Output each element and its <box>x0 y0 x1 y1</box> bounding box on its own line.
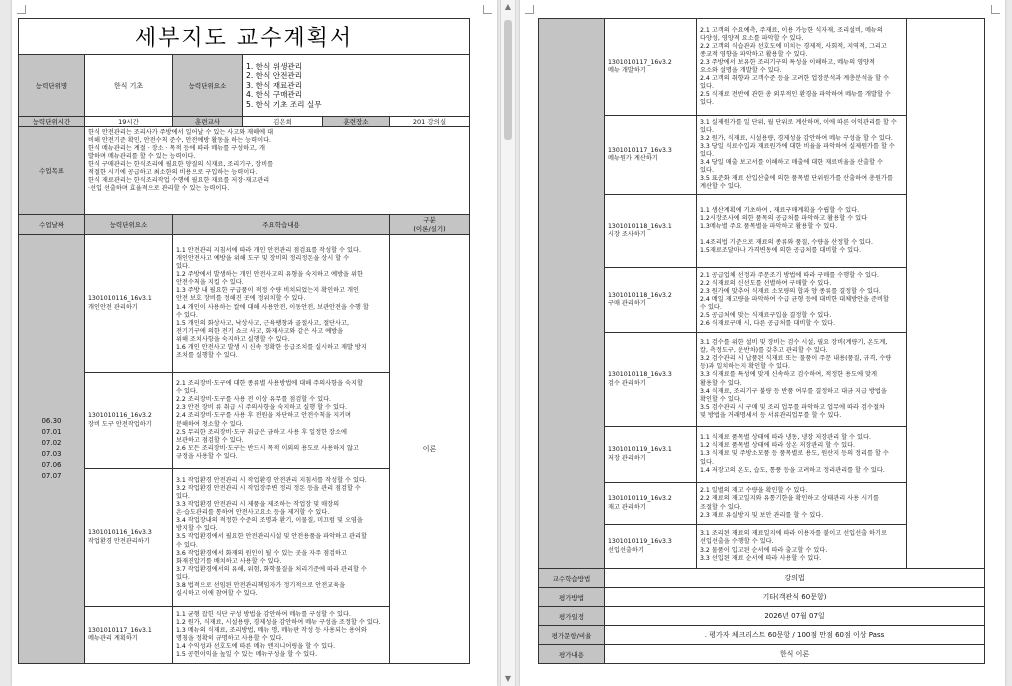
content-line: 있다. <box>700 167 714 175</box>
lesson-plan-table-page-2 <box>538 18 985 664</box>
content-line: 조절할 수 있다. <box>700 503 742 511</box>
content-line: 전기기구에 의한 전기 쇼크 사고, 화재사고와 같은 사고 예방을 <box>176 327 344 335</box>
content-line: 있다. <box>700 458 714 466</box>
row-content <box>173 607 390 664</box>
content-line: 2.5 식재료 전반에 관한 총 외부적인 환경을 파악하여 메뉴를 개발할 수 <box>700 91 891 99</box>
content-line: 안전 보호 장비를 정해진 곳에 정위치할 수 있다. <box>176 295 306 303</box>
content-line: 2.3 주방에서 보유한 조리기구의 특성을 이해하고, 메뉴의 영양적 <box>700 58 876 66</box>
content-line: 3.2 검수관리 시 납품된 식재료 또는 물품이 주문 내용(품질, 규격, 수량 <box>700 355 892 363</box>
content-line: 있다. <box>176 573 190 581</box>
content-line: 2.2 조리장비·도구를 사용 전 이상 유무를 점검할 수 있다. <box>176 396 332 404</box>
unit-label: 능력단위명 <box>19 55 85 117</box>
content-line: 1.2 원가, 식재료, 시설용량, 경제성을 감안하여 메뉴 구성을 조정할 수 있다. <box>176 618 381 626</box>
content-line: 1.1 생산계획에 기초하여 , 재료구매계획을 수립할 수 있다. <box>700 206 860 214</box>
content-line: 있다. <box>176 493 190 501</box>
content-line: 요소와 설명을 개발할 수 있다. <box>700 67 782 74</box>
elements-list: 1. 한식 위생관리 2. 한식 안전관리 3. 한식 재료관리 4. 한식 구매관리 5. 한식 기초 조리 실무 <box>243 55 470 117</box>
type-cell: 이론 <box>390 235 470 664</box>
page-title: 세부지도 교수계획서 <box>19 19 470 55</box>
footer-value-schedule: 2026년 07월 07일 <box>605 607 985 626</box>
content-line: 3.4 당일 매출 보고서를 이해하고 매출에 대한 재료비율을 산출할 수 <box>700 159 883 167</box>
content-line: 있다. <box>700 150 714 158</box>
row-content <box>697 333 907 427</box>
col-header-type: 구분 (이론/실기) <box>390 215 470 235</box>
content-line: 2.1 조리장비·도구에 대한 종류별 사용방법에 대해 주의사항을 숙지할 <box>176 380 363 388</box>
footer-label-content: 평가내용 <box>539 645 605 664</box>
content-line: 1.1 균형 잡힌 식단 구성 방법을 감안하여 메뉴를 구성할 수 있다. <box>176 610 351 618</box>
content-line: 수 있다. <box>176 541 198 549</box>
content-line: 3.1 검수를 위한 설비 및 장비는 검수 시설, 필요 장비(계량기, 온도계, <box>700 339 888 347</box>
dates-cell: 06.30 07.01 07.02 07.03 07.06 07.07 <box>19 235 85 664</box>
content-line: 1.4 저장고의 온도, 습도, 통풍 등을 고려하고 정리관리를 할 수 있다. <box>700 466 885 474</box>
document-page-2 <box>520 0 1005 686</box>
content-line: 있다. <box>700 126 714 134</box>
content-line: 2.1 고객의 수요예측, 주재료, 이용 가능한 식자재, 조리설비, 메뉴의 <box>700 26 883 34</box>
row-element: 1301010117_16v3.2 메뉴 개발하기 <box>605 19 697 116</box>
content-line: 있다. <box>700 83 714 91</box>
row-element: 1301010116_16v3.1 개인안전 관리하기 <box>85 235 173 373</box>
goal-text: 한식 안전관리는 조리사가 주방에서 일어날 수 있는 사고와 재해에 대 비해 안전기준 확인, 안전수칙 준수, 안전예방 활동을 하는 능력이다. 한식 메뉴관리는 계절 · 장소 · 목적 등에 따라 메뉴를 구성하고, 개 발하며 메뉴관리를 할 수 있는 능력이다. 한식 구매관리는 한식조리에 필요한 양질의 식재료, 조리기구, 장비를 적절한 시기에 공급하고 최소한의 비용으로 구입하는 능력이다. 한식 재료관리는 한식조리작업 수행에 필요한 재료를 저장·재고관리 ·선입 선출하며 효율적으로 관리할 수 있는 능력이다. <box>85 127 470 215</box>
content-line: 3.8 법적으로 선임된 안전관리책임자가 정기적으로 안전교육을 <box>176 581 346 589</box>
footer-value-ratio: . 평가자 체크리스트 60문항 / 100점 만점 60점 이상 Pass <box>605 626 985 645</box>
content-line: 3.3 작업환경 안전관리 시 제품을 제조하는 작업장 및 매장의 <box>176 501 340 509</box>
content-line: 및 방법을 거래명세서 등 서류관리업무를 할 수 있다. <box>700 411 842 419</box>
content-line: 실시하고 이에 참여할 수 있다. <box>176 589 258 597</box>
row-element: 1301010117_16v3.1 메뉴관리 계획하기 <box>85 607 173 664</box>
content-line: 3.3 선입된 재료 순서에 따라 사용할 수 있다. <box>700 554 822 562</box>
footer-label-eval-method: 평가방법 <box>539 588 605 607</box>
col-header-content: 주요학습내용 <box>173 215 390 235</box>
content-line: 방지할 수 있다. <box>176 525 218 533</box>
content-line: 안전수칙을 지킬 수 있다. <box>176 279 244 287</box>
row-content <box>173 235 390 373</box>
content-line: 보관하고 점검할 수 있다. <box>176 436 244 444</box>
content-line: 3.5 표준화 재료 산입산출에 의한 품목별 단위원가를 산출하여 총원가를 <box>700 175 893 183</box>
row-element: 1301010119_16v3.2 재고 관리하기 <box>605 483 697 525</box>
row-content <box>697 195 907 268</box>
content-line: 3.3 식재료를 특성에 맞게 신속하고 검수하여, 적정한 용도에 맞게 <box>700 371 877 379</box>
row-content <box>697 483 907 525</box>
content-line: 3.1 작업환경 안전관리 시 작업환경 안전관리 지침서를 작성할 수 있다. <box>176 477 367 485</box>
content-line: 2.4 고객의 취향과 고객수준 등을 고려한 업장분석과 계층분석을 할 수 <box>700 75 889 83</box>
scroll-down-icon[interactable]: ▼ <box>504 674 512 683</box>
content-line: 1.4 수익성과 선호도에 따른 메뉴 엔지니어링을 할 수 있다. <box>176 643 336 651</box>
content-line: 2.5 공급처에 맞는 식재료구입을 결정할 수 있다. <box>700 312 832 320</box>
content-line: 3.7 작업환경에서의 유해, 위험, 화학물질을 처리기준에 따라 관리할 수 <box>176 565 367 573</box>
content-line: 있다. <box>700 99 714 107</box>
elements-label: 능력단위요소 <box>173 55 243 117</box>
content-line: 2.5 무리한 조리장비·도구 취급은 금하고 사용 후 일정한 장소에 <box>176 428 347 436</box>
content-line: 3.5 검수관리 시 구매 및 조리 업무를 파악하고 업무에 따라 검수절차 <box>700 403 885 411</box>
content-line: 1.2 주방에서 발생하는 개인 안전사고의 유형을 숙지하고 예방을 위한 <box>176 271 363 279</box>
content-line: 2.2 재료의 재고일지와 유통기한을 확인하고 상태관리 사용 시기를 <box>700 495 880 503</box>
content-line: 3.4 작업장내의 적정한 수준의 조명과 환기, 이물질, 미끄럼 및 오염을 <box>176 517 363 525</box>
content-line: 확인할 수 있다. <box>700 395 742 403</box>
place-value: 201 강의실 <box>390 117 470 127</box>
hours-label: 능력단위시간 <box>19 117 85 127</box>
page-corner-mark <box>483 5 492 14</box>
content-line: 2.1 공급업체 선정과 주문조기 방법에 따라 구매를 수행할 수 있다. <box>700 271 879 279</box>
content-line: 조치를 실행할 수 있다. <box>176 351 238 359</box>
content-line: 위해 조치사항을 숙지하고 실행할 수 있다. <box>176 335 290 343</box>
goal-label: 수업목표 <box>19 127 85 215</box>
content-line: 3.5 작업환경에서 필요한 안전관리시설 및 안전용품을 파악하고 관리할 <box>176 533 367 541</box>
content-line: 3.1 조리된 재료의 재료일지에 따라 이용자를 붙이고 선입선출 하기로 <box>700 530 887 538</box>
unit-value: 한식 기초 <box>85 55 173 117</box>
content-line: 3.2 작업환경 안전관리 시 작업장주변 정리 정돈 등을 관리 점검할 수 <box>176 485 361 493</box>
content-line: 1.4조리법 기준으로 재료의 종류와 품질, 수량을 산정할 수 있다. <box>700 239 873 247</box>
content-line: 수 있다. <box>176 388 198 396</box>
content-line: 2.4 메일 재고량을 파악하여 수급 균형 등에 대비한 대체방안을 준비할 <box>700 295 889 303</box>
dates-cell-continued <box>539 19 605 569</box>
content-line: 수 있다. <box>176 311 198 319</box>
hours-value: 19시간 <box>85 117 173 127</box>
content-line: 2.6 모든 조리장비·도구는 반드시 목적 이외의 용도로 사용하지 않고 <box>176 444 359 452</box>
content-line: 규정을 사용할 수 있다. <box>176 452 238 460</box>
row-element: 1301010119_16v3.3 선입선출하기 <box>605 525 697 569</box>
row-element: 1301010119_16v3.1 저장 관리하기 <box>605 427 697 483</box>
content-line: 1.5 개인의 화상사고, 낙상사고, 근육팽창과 골절사고, 절단사고, <box>176 319 349 327</box>
content-line: 1.3 주방 내 필요한 구급품이 적정 수량 비치되었는지 확인하고 개인 <box>176 287 359 295</box>
content-line <box>700 231 903 239</box>
content-line: 1.1 식재료 품목별 상태에 따라 냉동, 냉장 저장관리 할 수 있다. <box>700 434 871 442</box>
content-line: 2.2 식재료의 신선도를 선별하여 구매할 수 있다. <box>700 279 832 287</box>
content-line: 칼, 측정도구, 운반차)를 갖추고 관리할 수 있다. <box>700 347 828 355</box>
footer-label-method: 교수학습방법 <box>539 569 605 588</box>
row-content <box>173 373 390 469</box>
content-line: 1.5재료조달마나 가격변동에 의한 공급처를 대비할 수 있다. <box>700 247 862 255</box>
content-line: 3.1 실제원가를 일 단위, 월 단위로 계산하며, 이에 따른 이익관리를 할 수 <box>700 118 897 126</box>
content-line: 3.6 작업환경에서 화재의 원인이 될 수 있는 곳을 자주 점검하고 <box>176 549 347 557</box>
content-line: 온·습도관리를 통하여 안전사고요소 등을 제거할 수 있다. <box>176 509 330 517</box>
row-element: 1301010117_16v3.3 메뉴원가 계산하기 <box>605 116 697 195</box>
row-element: 1301010118_16v3.3 검수 관리하기 <box>605 333 697 427</box>
content-line: 활용할 수 있다. <box>700 379 742 387</box>
row-content <box>697 525 907 569</box>
page-corner-mark <box>991 5 1000 14</box>
row-content <box>697 268 907 333</box>
document-page-1 <box>12 0 497 686</box>
content-line: 화재진압기를 배치하고 사용할 수 있다. <box>176 557 282 565</box>
row-content <box>697 427 907 483</box>
footer-value-content: 한식 이론 <box>605 645 985 664</box>
footer-label-schedule: 평가일정 <box>539 607 605 626</box>
content-line: 2.3 원가에 맞추어 식재료 소모량의 합과 양 종류를 결정할 수 있다. <box>700 287 881 295</box>
row-content <box>173 469 390 607</box>
row-content <box>697 116 907 195</box>
content-line: 등)과 일치하는지 확인할 수 있다. <box>700 363 790 371</box>
page-corner-mark <box>525 5 534 14</box>
footer-value-method: 강의법 <box>605 569 985 588</box>
teacher-value: 김은희 <box>243 117 323 127</box>
row-element: 1301010118_16v3.2 구매 관리하기 <box>605 268 697 333</box>
scroll-thumb[interactable] <box>504 20 512 140</box>
vertical-scrollbar[interactable] <box>500 0 516 686</box>
content-line: 2.3 안전 장비 류 취급 시 주의사항을 숙지하고 실행 할 수 있다. <box>176 404 347 412</box>
content-line: 다양성, 영양적 요소를 파악할 수 있다. <box>700 34 804 42</box>
content-line: 2.6 식재료구매 시, 다른 공급처를 대비할 수 있다. <box>700 320 836 328</box>
content-line: 명칭을 정확히 규명하고 사용할 수 있다. <box>176 635 284 642</box>
place-label: 훈련장소 <box>323 117 390 127</box>
row-element: 1301010116_16v3.2 장비 도구 안전작업하기 <box>85 373 173 469</box>
row-element: 1301010118_16v3.1 시장 조사하기 <box>605 195 697 268</box>
content-line: 1.1 안전관리 지침서에 따라 개인 안전관리 점검표를 작성할 수 있다. <box>176 247 361 255</box>
content-line: 2.3 재료 유실방지 및 보안 관리를 할 수 있다. <box>700 511 824 519</box>
content-line: 1.4 개인이 사용하는 칼에 대해 사용안전, 이동안전, 보관안전을 수행 할 <box>176 303 369 311</box>
lesson-plan-table-page-1 <box>18 18 470 664</box>
content-line: 계산할 수 있다. <box>700 183 742 191</box>
content-line: 1.2시장조사에 의한 품목의 공급처를 파악하고 활용할 수 있다 <box>700 214 868 222</box>
content-line: 3.3 당일 식료수입과 재료원가에 대한 비율을 파악하여 실제원가를 할 수 <box>700 142 895 150</box>
content-line: 개인안전사고 예방을 위해 도구 및 장비의 정리정돈을 상시 할 수 <box>176 255 350 263</box>
content-line: 1.3 메뉴의 식재료, 조리방법, 메뉴 명, 메뉴판 작성 등 사용되는 용어와 <box>176 626 367 634</box>
content-line: 수 있다. <box>700 304 722 312</box>
scroll-up-icon[interactable]: ▲ <box>504 2 512 11</box>
content-line: 2.2 고객의 식습관과 선호도에 미치는 경제적, 사회적, 지역적, 그리고 <box>700 42 887 50</box>
teacher-label: 훈련교사 <box>173 117 243 127</box>
row-element: 1301010116_16v3.3 작업환경 안전관리하기 <box>85 469 173 607</box>
content-line: 1.6 개인 안전사고 발생 시 신속 정확한 응급조치를 실시하고 재발 방지 <box>176 343 367 351</box>
content-line: 2.1 일별의 재고 수량을 확인할 수 있다. <box>700 487 808 495</box>
content-line: 3.2 물품이 입고된 순서에 따라 출고할 수 있다. <box>700 546 828 554</box>
content-line: 3.2 원가, 식재료, 시설용량, 경제성을 감안하여 메뉴 구성을 할 수 있다. <box>700 134 893 142</box>
content-line: 분해하여 청소할 수 있다. <box>176 420 244 428</box>
row-content <box>697 19 907 116</box>
page-corner-mark <box>17 5 26 14</box>
footer-value-eval-method: 기타(객관식 60문항) <box>605 588 985 607</box>
type-cell-continued <box>907 19 985 569</box>
content-line: 1.3 식재료 및 주방소모품 등 품목별로 용도, 원산지 등의 정리를 할 수 <box>700 450 889 458</box>
col-header-date: 수업날짜 <box>19 215 85 235</box>
content-line: 선입선출을 수행할 수 있다. <box>700 538 774 546</box>
col-header-element: 능력단위요소 <box>85 215 173 235</box>
content-line: 2.4 조리장비·도구를 사용 후 전원을 차단하고 안전수칙을 지키며 <box>176 412 352 420</box>
content-line: 1.5 공헌이익을 높일 수 있는 메뉴구성을 할 수 있다. <box>176 651 318 659</box>
content-line: 종교적 영향을 파악하고 활용할 수 있다. <box>700 50 808 58</box>
content-line: 1.2 식재료 품목별 상태에 따라 상온 저장관리 할 수 있다. <box>700 442 856 450</box>
content-line: 1.3메뉴별 주요 품목별을 파악하고 활용할 수 있다. <box>700 222 838 230</box>
footer-label-ratio: 평가문항/비율 <box>539 626 605 645</box>
content-line: 있다. <box>176 263 190 271</box>
content-line: 3.4 식재료, 조리기구 불량 등 반품 여부를 결정하고 대금 지급 방법을 <box>700 387 887 395</box>
